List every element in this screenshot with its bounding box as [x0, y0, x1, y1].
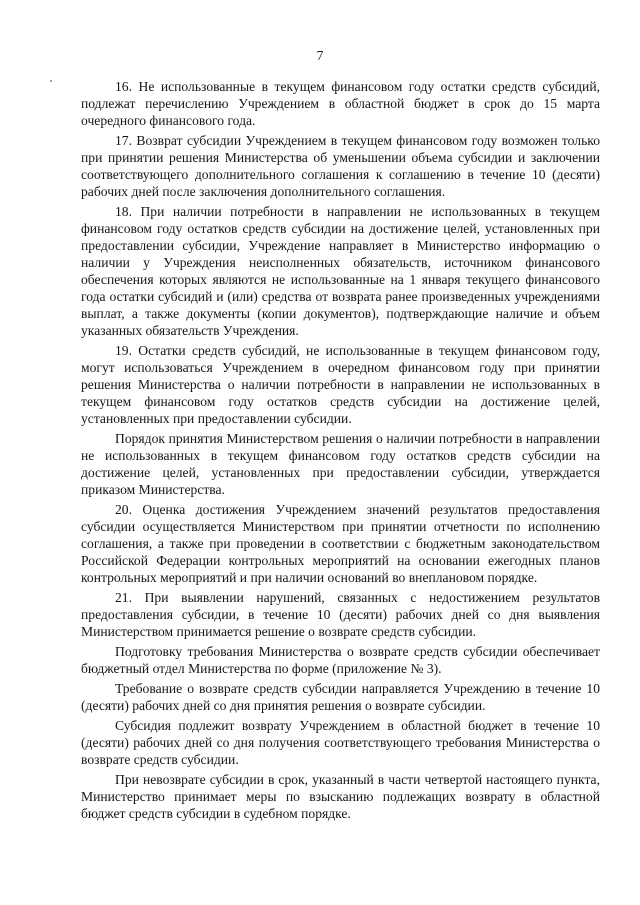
paragraph-19-procedure: Порядок принятия Министерством решения о наличии потребности в направлении не использованных в текущем финансовом году остатков средств субсидии на достижение целей, установленных при предоставлении субсидии, утверждается приказом Министерства.	[81, 431, 600, 497]
paragraph-19: 19. Остатки средств субсидий, не использованные в текущем финансовом году, могут использоваться Учреждением в очередном финансовом году при принятии решения Министерства о наличии потребности в направлении не использованных в текущем финансовом году остатков средств субсидии на достижение целей, установленных при предоставлении субсидии.	[81, 343, 600, 426]
paragraph-21-refund-term: Субсидия подлежит возврату Учреждением в областной бюджет в течение 10 (десяти) рабочих дней со дня получения соответствующего требования Министерства о возврате средств субсидии.	[81, 718, 600, 767]
paragraph-21-recovery: При невозврате субсидии в срок, указанный в части четвертой настоящего пункта, Министерство принимает меры по взысканию подлежащих возврату в областной бюджет средств субсидии в судебном порядке.	[81, 772, 600, 821]
page-number: 7	[316, 48, 324, 63]
paragraph-20: 20. Оценка достижения Учреждением значений результатов предоставления субсидии осуществляется Министерством при принятии отчетности по исполнению соглашения, а также при проведении в соответствии с бюджетным законодательством Российской Федерации контрольных мероприятий на основании ежегодных планов контрольных мероприятий и при наличии оснований во внеплановом порядке.	[81, 502, 600, 585]
scan-speck	[50, 80, 52, 82]
document-body	[81, 78, 600, 825]
paragraph-21: 21. При выявлении нарушений, связанных с недостижением результатов предоставления субсидии, в течение 10 (десяти) рабочих дней со дня выявления Министерством принимается решение о возврате средств субсидии.	[81, 590, 600, 639]
paragraph-16: 16. Не использованные в текущем финансовом году остатки средств субсидий, подлежат перечислению Учреждением в областной бюджет в срок до 15 марта очередного финансового года.	[81, 79, 600, 128]
paragraph-17: 17. Возврат субсидии Учреждением в текущем финансовом году возможен только при принятии решения Министерства об уменьшении объема субсидии и заключении соответствующего дополнительного соглашения к соглашению в течение 10 (десяти) рабочих дней после заключения дополнительного соглашения.	[81, 133, 600, 199]
paragraph-21-demand-sending: Требование о возврате средств субсидии направляется Учреждению в течение 10 (десяти) рабочих дней со дня принятия решения о возврате субсидии.	[81, 681, 600, 713]
paragraph-18: 18. При наличии потребности в направлении не использованных в текущем финансовом году остатков средств субсидии на достижение целей, установленных при предоставлении субсидии, Учреждение направляет в Министерство информацию о наличии у Учреждения неисполненных обязательств, источником финансового обеспечения которых являются не использованные на 1 января текущего финансового года остатки субсидий и (или) средства от возврата ранее произведенных учреждениями выплат, а также документы (копии документов), подтверждающие наличие и объем указанных обязательств Учреждения.	[81, 204, 600, 338]
paragraph-21-demand-preparation: Подготовку требования Министерства о возврате средств субсидии обеспечивает бюджетный отдел Министерства по форме (приложение № 3).	[81, 644, 600, 676]
